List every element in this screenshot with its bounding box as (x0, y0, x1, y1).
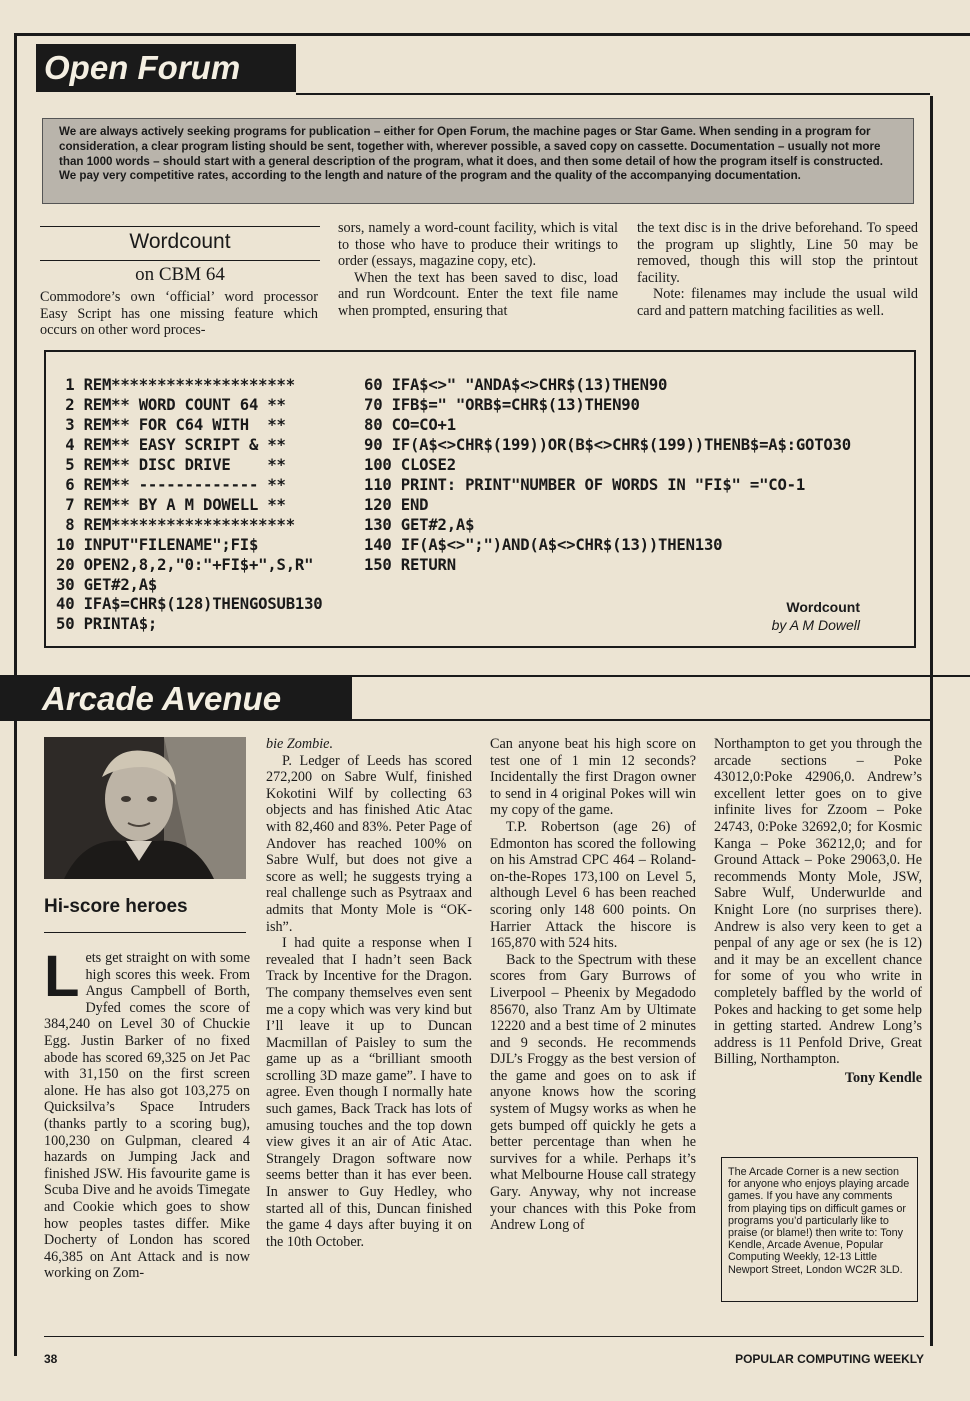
arcade-column-1 (44, 944, 250, 1282)
code-line: 150 RETURN (364, 555, 456, 574)
section-rule (296, 93, 930, 95)
arcade-col2-p1: bie Zombie. (266, 736, 333, 752)
code-line: 6 REM** ------------- ** (56, 475, 286, 494)
code-line: 2 REM** WORD COUNT 64 ** (56, 395, 286, 414)
wordcount-subtitle: on CBM 64 (135, 264, 225, 285)
arcade-col2-p2: P. Ledger of Leeds has scored 272,200 on Sabre Wulf, finished Kokotini Wilf by collecting 63 objects and has finished Atic Atac with 82,460 and 83%. Peter Page of Andover has reached 100% on Sabre Wulf, but does not give a score as well; he suggests trying a real challenge such as Psytraax and admits that Monty Mole is “OK-ish”. (266, 752, 472, 935)
wordcount-col2-p2: When the text has been saved to disc, load and run Wordcount. Enter the text file name when prompted, ensuring that (338, 269, 618, 319)
hi-score-heading: Hi-score heroes (44, 896, 188, 917)
arcade-column-3 (490, 736, 696, 1234)
wordcount-col2-p1: sors, namely a word-count facility, which is vital to those who have to produce their writings to order (essays, magazine copy, etc). (338, 220, 618, 270)
arcade-column-4 (714, 736, 922, 1086)
author-photo (44, 737, 246, 879)
wordcount-column-2 (338, 220, 618, 320)
code-line: 30 GET#2,A$ (56, 575, 158, 594)
submission-notice: We are always actively seeking programs for publication – either for Open Forum, the machine pages or Star Game. When sending in a program for consideration, a clear program listing should be sent, together with, wherever possible, a saved copy on cassette. Documentation – usually not more than 1000 words – should start with a general description of the program, what it does, and then some detail of how the program itself is constructed. We pay very competitive rates, according to the length and nature of the program and the quality of the accompanying documentation. (42, 118, 914, 204)
top-rule (14, 33, 970, 36)
wordcount-column-1 (40, 289, 318, 339)
arcade-col4-p1: Northampton to get you through the arcade sections – Poke 43012,0:Poke 42906,0. Andrew’s excellent letter goes on to give infinite lives for Zzoom – Poke 24743, 0:Poke 32692,0; for Kosmic Kanga – Poke 36212,0; and for Ground Attack – Poke 29063,0. He recommends Monty Mole, JSW, Sabre Wulf, Underwurlde and Knight Lore (no surprises there). Andrew is also very keen to get a penpal of any age or sex (he is 12) and it may be an excellent chance for some of you who write in completely baffled by the world of Pokes and hacking to get some help in getting started. Andrew Long’s address is 11 Penfold Drive, Great Billing, Northampton. (714, 736, 922, 1068)
code-line: 110 PRINT: PRINT"NUMBER OF WORDS IN "FI$" ="CO-1 (364, 475, 806, 494)
open-forum-title: Open Forum (44, 49, 241, 86)
arcade-col3-p3: Back to the Spectrum with these scores from Gary Burrows of Liverpool – Pheenix by Megadodo 85670, also Tranz Am by Ultimate 12220 and a best time of 2 minutes and 9 seconds. He recommends DJL’s Froggy as the best version of the game and goes on to ask if anyone knows how the scoring system of Mugsy works as when he gets bumped off quickly he gets a better percentage than when he survives for a while. Perhaps it’s what Melbourne House call strategy Gary. Anyway, why not increase your chances with this Poke from Andrew Long of (490, 951, 696, 1234)
wordcount-title: Wordcount (129, 230, 231, 253)
publication-name: POPULAR COMPUTING WEEKLY (735, 1352, 924, 1366)
arcade-column-2 (266, 736, 472, 1250)
code-line: 120 END (364, 495, 429, 514)
code-line: 7 REM** BY A M DOWELL ** (56, 495, 286, 514)
code-line: 40 IFA$=CHR$(128)THENGOSUB130 (56, 595, 323, 614)
listing-caption-author: by A M Dowell (771, 617, 860, 633)
code-line: 60 IFA$<>" "ANDA$<>CHR$(13)THEN90 (364, 376, 668, 394)
drop-cap: L (44, 944, 80, 1009)
listing-left-column (56, 376, 322, 635)
arcade-author: Tony Kendle (844, 1069, 922, 1086)
arcade-under-rule (352, 719, 930, 721)
arcade-col3-p1: Can anyone beat his high score on test one of 1 min 12 seconds? Incidentally the first Dragon owner to send in 4 original Pokes will win my copy of the game. (490, 736, 696, 819)
code-line: 1 REM******************** (56, 376, 295, 394)
bottom-rule (44, 1336, 924, 1337)
author-photo-image (44, 737, 246, 879)
code-line: 3 REM** FOR C64 WITH ** (56, 415, 286, 434)
code-line: 140 IF(A$<>";")AND(A$<>CHR$(13))THEN130 (364, 535, 723, 554)
code-line: 8 REM******************** (56, 515, 295, 534)
code-line: 4 REM** EASY SCRIPT & ** (56, 435, 286, 454)
arcade-col3-p2: T.P. Robertson (age 26) of Edmonton has scored the following on his Amstrad CPC 464 – Roland-on-the-Ropes 173,100 on Level 5, although Level 6 has been reached scoring only 148 600 points. On Harrier Attack the hiscore is 165,870 with 524 hits. (490, 818, 696, 952)
open-forum-banner (36, 44, 296, 92)
listing-right-column (364, 376, 851, 576)
listing-caption-title: Wordcount (786, 599, 860, 615)
wordcount-col3-p1: the text disc is in the drive beforehand. To speed the program up slightly, Line 50 may be removed, though this will stop the printout facility. (637, 220, 918, 286)
code-line: 100 CLOSE2 (364, 455, 456, 474)
code-line: 130 GET#2,A$ (364, 515, 475, 534)
arcade-corner-box: The Arcade Corner is a new section for anyone who enjoys playing arcade games. If you have any comments from playing tips on difficult games or programs you’d particularly like to praise (or blame!) then write to: Tony Kendle, Arcade Avenue, Popular Computing Weekly, 12-13 Little Newport Street, London WC2R 3LD. (721, 1157, 918, 1302)
page-number: 38 (44, 1352, 58, 1366)
code-line: 20 OPEN2,8,2,"0:"+FI$+",S,R" (56, 555, 314, 574)
code-line: 10 INPUT"FILENAME";FI$ (56, 535, 259, 554)
code-line: 5 REM** DISC DRIVE ** (56, 455, 286, 474)
wordcount-rule-top (40, 226, 320, 227)
code-line: 90 IF(A$<>CHR$(199))OR(B$<>CHR$(199))THENB$=A$:GOTO30 (364, 435, 851, 454)
wordcount-intro: Commodore’s own ‘official’ word processor Easy Script has one missing feature which occurs on other word proces- (40, 289, 318, 339)
wordcount-col3-p2: Note: filenames may include the usual wild card and pattern matching facilities as well. (637, 286, 918, 319)
wordcount-rule-mid (40, 260, 320, 261)
code-line: 50 PRINTA$; (56, 615, 158, 634)
code-line: 80 CO=CO+1 (364, 415, 456, 434)
arcade-avenue-banner (0, 677, 352, 721)
wordcount-column-3 (637, 220, 918, 320)
right-border (930, 96, 933, 1346)
arcade-col2-p3: I had quite a response when I revealed that I hadn’t seen Back Track by Incentive for the Dragon. The company themselves even sent me a copy which was very kind but I’ll leave it up to Duncan Macmillan of Paisley to sum the game up as a “brilliant smooth scrolling 3D maze game”. I have to agree. Even though I normally hate such games, Back Track has lots of amusing touches and the top down view gives it an air of Atic Atac. Strangely Dragon software now seems better than it has ever been. In answer to Guy Hedley, who started all of this, Duncan finished the game 4 days after buying it on the 10th October. (266, 935, 472, 1250)
arcade-col1-text: ets get straight on with some high scores this week. From Angus Campbell of Borth, Dyfed comes the score of 384,240 on Level 30 of Chuckie Egg. Justin Barker of no fixed abode has scored 69,325 on Jet Pac with 31,150 on the first screen alone. He has also got 103,275 on Quicksilva’s Space Intruders (thanks partly to a scoring bug), 100,230 on Gulpman, cleared 4 hazards on Jumping Jack and finished JSW. His favourite game is Scuba Dive and he avoids Timegate and Cookie which goes to show how peoples tastes differ. Mike Docherty of London has scored 46,385 on Ant Attack and is now working on Zom- (44, 950, 250, 1282)
code-line: 70 IFB$=" "ORB$=CHR$(13)THEN90 (364, 395, 640, 414)
arcade-avenue-title: Arcade Avenue (42, 680, 282, 717)
hi-score-rule (44, 932, 246, 933)
